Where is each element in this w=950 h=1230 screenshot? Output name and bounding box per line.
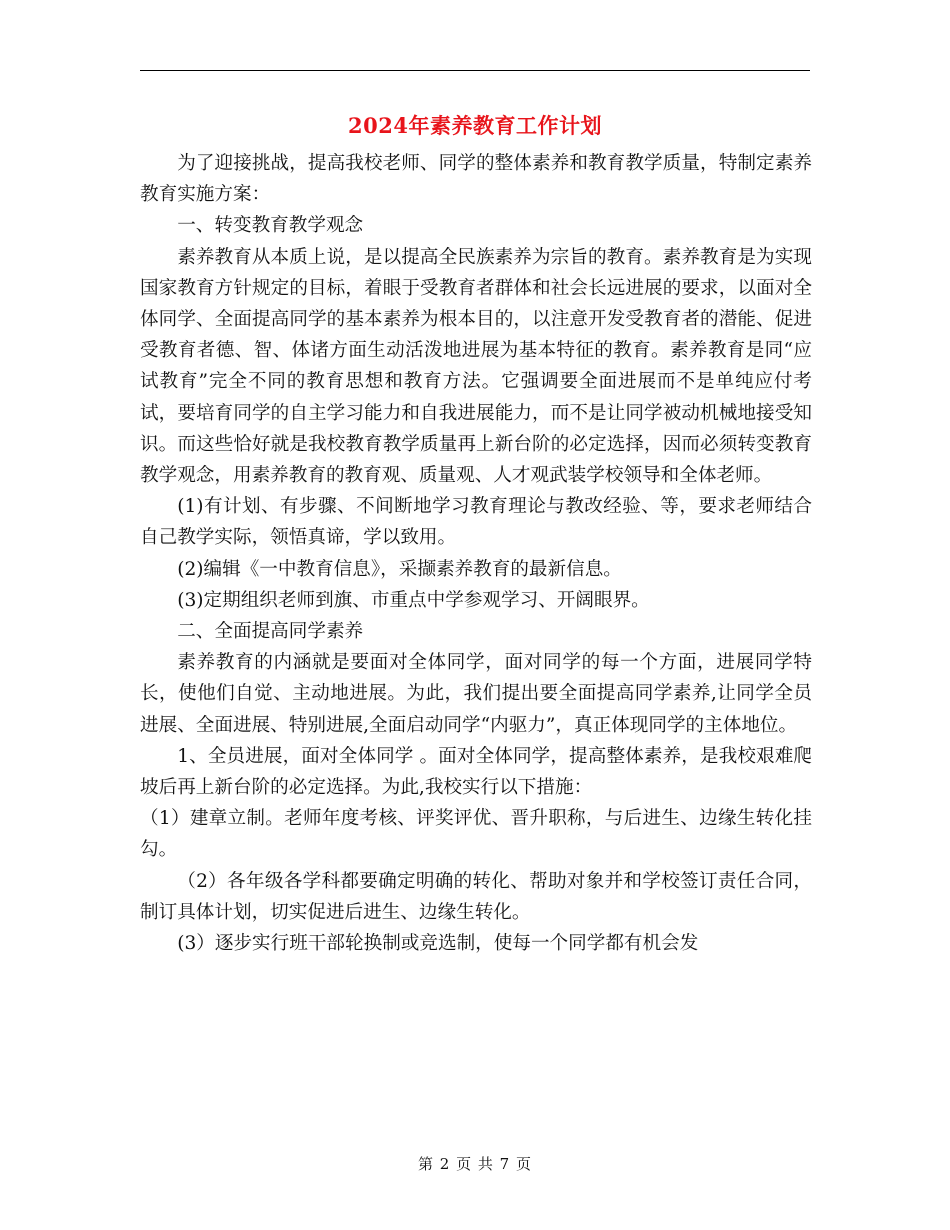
list-item: （2）各年级各学科都要确定明确的转化、帮助对象并和学校签订责任合同，制订具体计划，切实促进后进生、边缘生转化。 — [140, 870, 812, 923]
intro-paragraph: 为了迎接挑战，提高我校老师、同学的整体素养和教育教学质量，特制定素养教育实施方案： — [140, 153, 812, 206]
body-paragraph: 素养教育的内涵就是要面对全体同学，面对同学的每一个方面，进展同学特长，使他们自觉、主动地进展。为此，我们提出要全面提高同学素养,让同学全员进展、全面进展、特别进展,全面启动同学“内驱力”，真正体现同学的主体地位。 — [140, 652, 812, 736]
body-paragraph: 1、全员进展，面对全体同学 。面对全体同学，提高整体素养，是我校艰难爬坡后再上新台阶的必定选择。为此,我校实行以下措施： — [140, 745, 812, 799]
section-heading-2: 二、全面提高同学素养 — [177, 621, 364, 643]
document-body — [140, 148, 812, 959]
list-item: （1）建章立制。老师年度考核、评奖评优、晋升职称，与后进生、边缘生转化挂勾。 — [140, 808, 812, 861]
list-item: (1)有计划、有步骤、不间断地学习教育理论与教改经验、等，要求老师结合自己教学实际，领悟真谛，学以致用。 — [140, 496, 812, 549]
list-item: (3)定期组织老师到旗、市重点中学参观学习、开阔眼界。 — [177, 589, 650, 611]
header-rule — [140, 70, 810, 71]
body-paragraph: 素养教育从本质上说，是以提高全民族素养为宗旨的教育。素养教育是为实现国家教育方针规定的目标，着眼于受教育者群体和社会长远进展的要求，以面对全体同学、全面提高同学的基本素养为根本目的，以注意开发受教育者的潜能、促进受教育者德、智、体诸方面生动活泼地进展为基本特征的教育。素养教育是同“应试教育”完全不同的教育思想和教育方法。它强调要全面进展而不是单纯应付考试，要培育同学的自主学习能力和自我进展能力，而不是让同学被动机械地接受知识。而这些恰好就是我校教育教学质量再上新台阶的必定选择，因而必须转变教育教学观念，用素养教育的教育观、质量观、人才观武装学校领导和全体老师。 — [140, 246, 812, 487]
list-item: (3）逐步实行班干部轮换制或竞选制，使每一个同学都有机会发 — [177, 933, 699, 955]
page-footer: 第 2 页 共 7 页 — [418, 1155, 532, 1173]
section-heading-1: 一、转变教育教学观念 — [177, 215, 364, 237]
list-item: (2)编辑《一中教育信息》，采撷素养教育的最新信息。 — [177, 558, 622, 580]
document-title: 2024年素养教育工作计划 — [348, 113, 602, 138]
